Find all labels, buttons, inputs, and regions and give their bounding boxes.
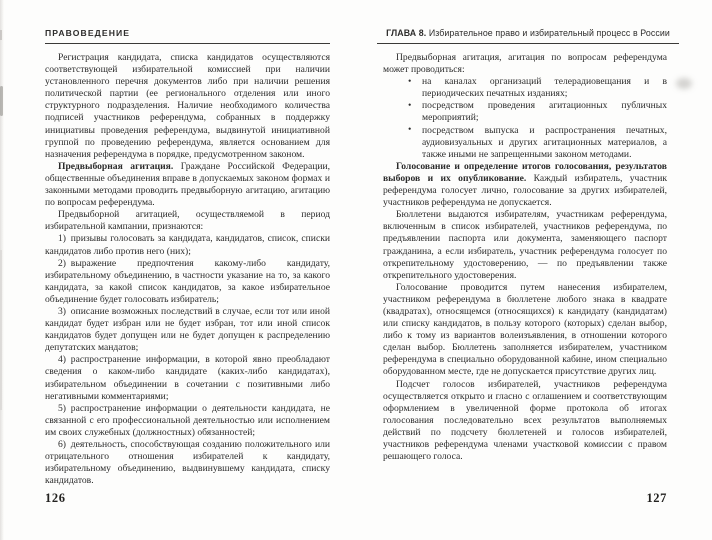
scan-smudge <box>676 78 692 89</box>
paragraph-lead: Предвыборная агитация. <box>58 160 174 172</box>
paragraph <box>383 379 667 464</box>
left-page-body <box>45 52 330 487</box>
right-running-head <box>377 28 679 44</box>
paragraph-lead: Голосование и определение итогов голосования, результатов выборов и их опубликование. <box>383 160 667 184</box>
bullet-icon: • <box>408 124 412 136</box>
chapter-number: ГЛАВА 8. <box>386 28 427 38</box>
numbered-item <box>45 403 330 439</box>
numbered-item-text: 6) деятельность, способствующая созданию положительного или отрицательного отношения избирателей к кандидату, избирательному объединению, выдвинувшему кандидата, списку кандидатов. <box>45 439 330 487</box>
paragraph <box>45 52 330 161</box>
paragraph-text: Предвыборная агитация, агитация по вопросам референдума может проводиться: <box>383 52 667 76</box>
paragraph-text: Голосование проводится путем нанесения избирателем, участником референдума в бюллетене любого знака в квадрате (квадратах), относящемся (относящихся) к кандидату (кандидатам) или списку кандидатов, в пользу которого (которых) сделан выбор, либо к тому из вариантов волеизъявления, в отношении которого сделан выбор. Бюллетень заполняется избирателем, участником референдума в специально оборудованной кабине, ином специально оборудованном месте, где не допускается присутствие других лиц. <box>383 281 667 378</box>
paragraph-text: Предвыборной агитацией, осуществляемой в период избирательной кампании, признаются: <box>45 209 330 233</box>
numbered-item-text: 4) распространение информации, в которой явно преобладают сведения о каком-либо кандидате (каких-либо кандидатах), избирательном объединении в сочетании с позитивными либо негативными комментариями; <box>45 354 330 402</box>
page-number-left: 126 <box>45 491 66 505</box>
paragraph-text: Регистрация кандидата, списка кандидатов осуществляются соответствующей избирательной комиссией при наличии установленного перечня документов либо при наличии решения политической партии (ее регионального отделения или иного структурного подразделения. Наличие необходимого количества подписей участников референдума, собранных в поддержку инициативы проведения референдума, выдвинутой инициативной группой по проведению референдума, является основанием для назначения референдума в порядке, предусмотренном законом. <box>45 52 330 160</box>
right-page-body <box>383 52 667 463</box>
scan-artifact <box>0 86 3 116</box>
numbered-item-text: 2) выражение предпочтения какому-либо кандидату, избирательному объединению, в частности указание на то, за какого кандидата, за какой список кандидатов, за какое избирательное объединение будет голосовать избиратель; <box>45 257 330 305</box>
list-item-text: посредством проведения агитационных публичных мероприятий; <box>422 100 667 124</box>
list-item-text: на каналах организаций телерадиовещания и в периодических печатных изданиях; <box>422 76 667 100</box>
right-page <box>383 0 670 540</box>
page-number-right: 127 <box>646 491 667 505</box>
numbered-item <box>45 354 330 402</box>
paragraph <box>383 282 667 379</box>
paragraph <box>383 161 667 209</box>
list-item-text: посредством выпуска и распространения печатных, аудиовизуальных и других агитационных материалов, а также иными не запрещенными законом методами. <box>422 124 667 160</box>
bullet-icon: • <box>408 75 412 87</box>
numbered-item <box>45 258 330 306</box>
left-running-head <box>45 28 330 44</box>
paragraph <box>45 209 330 233</box>
paragraph-text: Каждый избиратель, участник референдума голосует лично, голосование за других избирателей, участников референдума не допускается. <box>383 172 667 209</box>
numbered-item <box>45 233 330 257</box>
paragraph <box>45 161 330 209</box>
left-page <box>45 0 330 540</box>
list-item <box>383 100 667 124</box>
numbered-item <box>45 439 330 487</box>
chapter-title: Избирательное право и избирательный процесс в России <box>428 28 670 38</box>
book-title-header: ПРАВОВЕДЕНИЕ <box>45 28 131 38</box>
scan-artifact <box>0 250 2 410</box>
scan-artifact <box>0 30 2 40</box>
paragraph-text: Граждане Российской Федерации, общественные объединения вправе в допускаемых законом формах и законными методами проводить предвыборную агитацию, агитацию по вопросам референдума. <box>45 160 331 209</box>
list-item <box>383 125 667 161</box>
numbered-item-text: 1) призывы голосовать за кандидата, кандидатов, список, списки кандидатов либо против него (них); <box>45 233 330 257</box>
list-item <box>383 76 667 100</box>
paragraph <box>383 52 667 76</box>
numbered-item-text: 5) распространение информации о деятельности кандидата, не связанной с его профессиональной деятельностью или исполнением им своих служебных (должностных) обязанностей; <box>45 402 330 438</box>
paragraph-text: Подсчет голосов избирателей, участников референдума осуществляется открыто и гласно с оглашением и соответствующим оформлением в увеличенной форме протокола об итогах голосования последовательно всех результатов выполняемых действий по подсчету бюллетеней и голосов избирателей, участников референдума членами участковой комиссии с правом решающего голоса. <box>383 378 667 463</box>
bullet-icon: • <box>408 99 412 111</box>
paragraph <box>383 209 667 282</box>
numbered-item-text: 3) описание возможных последствий в случае, если тот или иной кандидат будет избран или не будет избран, тот или иной список кандидатов будет допущен или не будет допущен к распределению депутатских мандатов; <box>45 305 330 354</box>
paragraph-text: Бюллетени выдаются избирателям, участникам референдума, включенным в список избирателей, участников референдума, по предъявлении паспорта или документа, заменяющего паспорт гражданина, а если избиратель, участник референдума голосует по открепительному удостоверению, — по предъявлении также открепительного удостоверения. <box>383 209 667 281</box>
numbered-item <box>45 306 330 354</box>
